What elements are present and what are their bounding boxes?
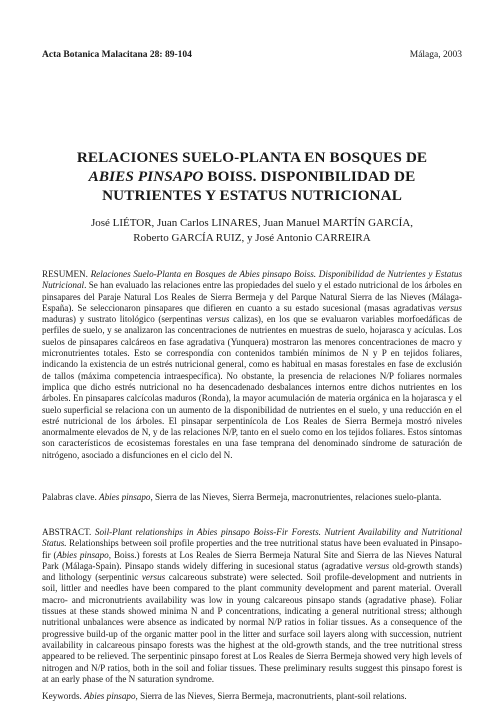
abstract-title: Soil-Plant relationships in Abies pinsapo Boiss-Fir Forests. Nutrient Availability and Nutritional Status. — [42, 527, 463, 549]
resumen-versus-1: versus — [438, 302, 462, 313]
keywords — [42, 691, 462, 702]
abstract-body-2: Boiss.) forests at Los Reales de Sierra Bermeja Natural Site and Sierra de las Nieves Natural Park (Málaga-Spain). Pinsapo stands widely differing in sucesional status (agradative — [42, 549, 463, 571]
keywords-species: Abies pinsapo — [84, 691, 136, 701]
resumen-body-1: . Se han evaluado las relaciones entre las propiedades del suelo y el estado nutricional de los árboles en pinsapares del Paraje Natural Los Reales de Sierra Bermeja y del Parque Natural Sierra de las Nieves (Málaga-España). Se seleccionaron pinsapares que difieren en cuanto a su estado sucesional (masas agradativas — [42, 280, 462, 313]
resumen-versus-2: versus — [206, 314, 230, 325]
keywords-rest: , Sierra de las Nieves, Sierra Bermeja, macronutrients, plant-soil relations. — [135, 691, 407, 701]
paper-title — [42, 148, 462, 205]
abstract-body-3: old-growth stands) and lithology (serpentinic — [42, 560, 462, 583]
palabras-species: Abies pinsapo — [99, 492, 151, 502]
authors-line-1: José LIÉTOR, Juan Carlos LINARES, Juan Manuel MARTÍN GARCÍA, — [90, 217, 414, 229]
abstract-label: ABSTRACT. — [42, 527, 95, 537]
keywords-label: Keywords. — [42, 691, 85, 701]
abstract-versus-2: versus — [141, 572, 166, 583]
english-abstract — [42, 527, 462, 685]
palabras-label: Palabras clave. — [42, 492, 100, 502]
resumen-abstract — [42, 269, 462, 461]
title-line-1: RELACIONES SUELO-PLANTA EN BOSQUES DE — [76, 149, 428, 166]
author-list — [42, 216, 462, 246]
title-line-2 — [42, 167, 462, 186]
resumen-label: RESUMEN. — [42, 269, 91, 279]
title-species: ABIES PINSAPO — [88, 168, 204, 185]
palabras-clave — [42, 492, 462, 503]
abstract-body-4: calcareous substrate) were selected. Soil profile-development and nutrients in soil, littler and needles have been compared to the plant community development and parent material. Overall macro- and micronutrients availability was low in young calcareous pinsapo stands (agradative phase). Foliar tissues at these stands showed minima N and P concentrations, indicating a general nutritional stress; although nutritional unbalances were absence as indicated by normal N/P ratios in foliar tissues. As a consequence of the progressive build-up of the organic matter pool in the litter and surface soil layers along with succession, nutrient availability in calcareous pinsapo forests was the highest at the old-growth stands, and the tree nutritional stress appeared to be relieved. The serpentinic pinsapo forest at Los Reales de Sierra Bermeja showed very high levels of nitrogen and N/P ratios, both in the soil and foliar tissues. These preliminary results suggest this pinsapo forest is at an early phase of the N saturation syndrome. — [42, 572, 462, 684]
resumen-title: Relaciones Suelo-Planta en Bosques de Abies pinsapo Boiss. Disponibilidad de Nutrientes y Estatus Nutricional — [42, 269, 462, 291]
abstract-species: Abies pinsapo, — [56, 549, 112, 560]
place-date: Málaga, 2003 — [409, 50, 462, 60]
title-line-2-rest: BOISS. DISPONIBILIDAD DE — [203, 168, 416, 185]
authors-line-2: Roberto GARCÍA RUIZ, y José Antonio CARREIRA — [133, 232, 371, 244]
abstract-versus-1: versus — [365, 560, 390, 571]
journal-citation: Acta Botanica Malacitana 28: 89-104 — [42, 50, 192, 60]
resumen-body-2: maduras) y sustrato litológico (serpentinas — [42, 314, 207, 325]
title-line-3: NUTRIENTES Y ESTATUS NUTRICIONAL — [102, 187, 402, 204]
resumen-body-3: calizas), en los que se evaluaron variables morfoedáficas de perfiles de suelo, y se analizaron las concentraciones de nutrientes en muestras de suelo, hojarasca y acículas. Los suelos de pinsapares calcáreos en fase agradativa (Yunquera) mostraron las menores concentraciones de macro y micronutrientes totales. Esto se correspondía con contenidos también mínimos de N y P en tejidos foliares, indicando la existencia de un estrés nutricional general, como es habitual en masas forestales en fase de exclusión de tallos (máxima competencia intraespecífica). No obstante, la presencia de relaciones N/P foliares normales implica que dicho estrés nutricional no ha desencadenado desbalances internos entre dichos nutrientes en los árboles. En pinsapares calcícolas maduros (Ronda), la mayor acumulación de materia orgánica en la hojarasca y el suelo superficial se relaciona con un aumento de la disponibilidad de nutrientes en el suelo, y una reducción en el estré nutricional de los árboles. El pinsapar serpentinícola de Los Reales de Sierra Bermeja mostró niveles anormalmente elevados de N, y de las relaciones N/P, tanto en el suelo como en los tejidos foliares. Estos síntomas son característicos de ecosistemas forestales en una fase temprana del denominado síndrome de saturación de nitrógeno, asociado a disfunciones en el ciclo del N. — [42, 314, 463, 460]
abstract-body-1: Relationships between soil profile properties and the tree nutritional status have been evaluated in Pinsapo-fir ( — [42, 538, 462, 560]
palabras-rest: , Sierra de las Nieves, Sierra Bermeja, macronutrientes, relaciones suelo-planta. — [150, 492, 442, 502]
